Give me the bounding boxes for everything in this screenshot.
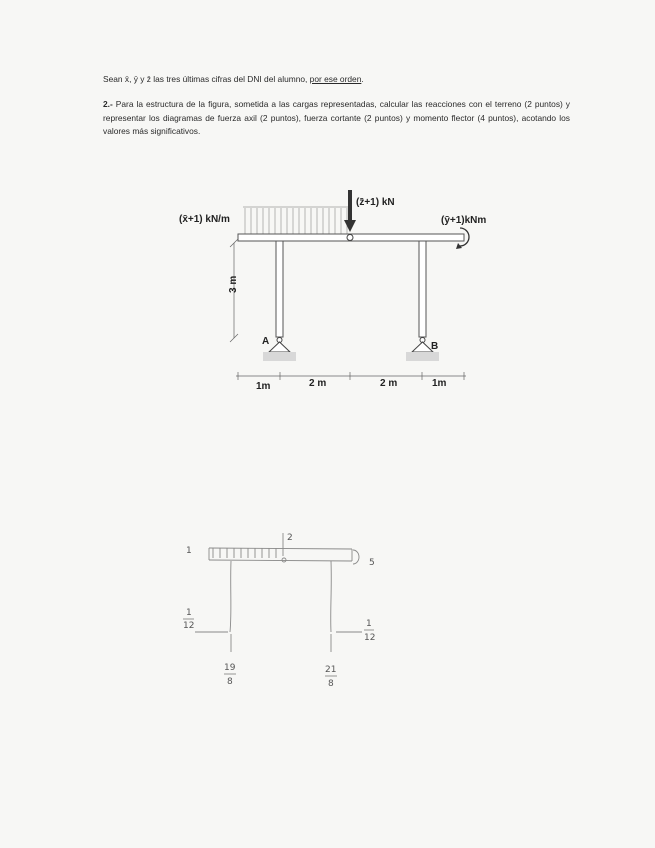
var-y: ȳ [133,74,138,84]
sketch-beam-top [209,548,352,549]
support-a-label: A [262,336,270,347]
sketch-distributed-value: 1 [186,546,192,556]
problem-number: 2.- [103,99,113,109]
intro-underlined: por ese orden [309,74,362,84]
distributed-load-label: (x̄+1) kN/m [179,214,230,225]
var-x: x̄ [124,74,130,84]
sketch-moment [353,550,359,564]
reaction-b-h-num: 1 [366,619,372,629]
intro-end: . [361,74,364,84]
intro-prefix: Sean [103,74,125,84]
var-z: z̄ [146,74,151,84]
reaction-b-h-den: 12 [364,633,376,643]
reaction-a-v-den: 8 [227,677,233,687]
sketch-column-right [331,561,332,632]
sketch-moment-value: 5 [369,558,375,568]
span-label-2: 2 m [309,378,327,389]
sketch-point-value: 2 [287,533,293,543]
sketch-column-left [230,561,231,632]
intro-mid: las tres últimas cifras del DNI del alumno, [150,74,310,84]
reaction-b-v-num: 21 [325,665,337,675]
span-label-4: 1m [432,378,447,389]
problem-text: Para la estructura de la figura, sometida a las cargas representadas, calcular las reacciones con el terreno (2 puntos) y representar los diagramas de fuerza axil (2 puntos), fuerza cortante (2 puntos) y momento flector (4 puntos), acotando los valores más significativos. [103,99,570,136]
reaction-a-h-num: 1 [186,608,192,618]
span-label-3: 2 m [380,378,398,389]
sketch-beam-bottom [209,560,352,561]
support-b-label: B [431,341,439,352]
point-load-label: (z̄+1) kN [356,197,395,208]
reaction-b-v-den: 8 [328,679,334,689]
intro-line: Sean x̄, ȳ y z̄ las tres últimas cifras del DNI del alumno, por ese orden. [103,74,364,84]
reaction-a-v-num: 19 [224,663,236,673]
height-label: 3 m [228,275,239,293]
span-label-1: 1m [256,381,271,392]
reaction-a-h-den: 12 [183,621,195,631]
moment-label: (ȳ+1)kNm [441,215,487,226]
